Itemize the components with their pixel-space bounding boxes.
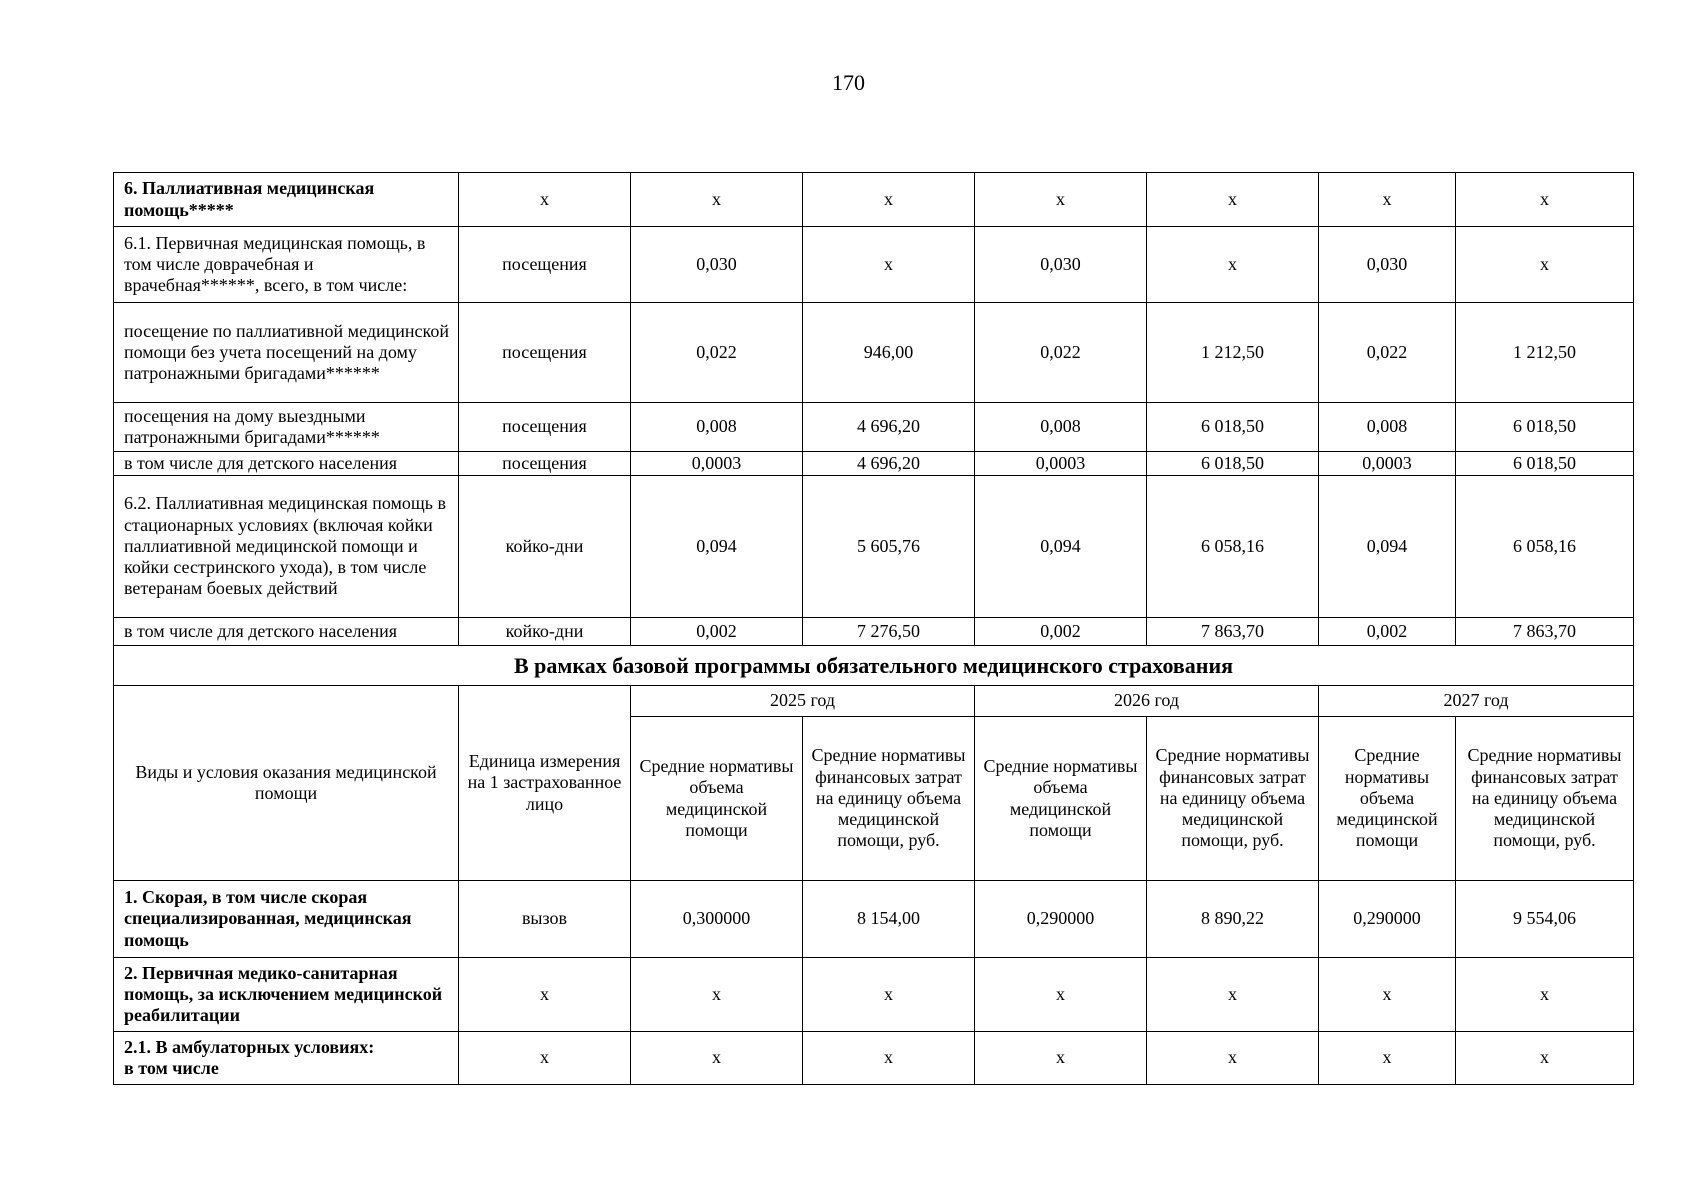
section-title-row bbox=[114, 646, 1634, 686]
cell-cost-2027: х bbox=[1456, 1032, 1634, 1085]
cell-volume-2025: 0,0003 bbox=[631, 452, 803, 476]
row-label: в том числе для детского населения bbox=[114, 618, 459, 646]
cell-unit: х bbox=[459, 173, 631, 227]
cell-cost-2025: 5 605,76 bbox=[803, 476, 975, 618]
cell-unit: посещения bbox=[459, 227, 631, 303]
table-row bbox=[114, 452, 1634, 476]
cell-cost-2027: 6 058,16 bbox=[1456, 476, 1634, 618]
header-volume-2025: Средние нормативы объема медицинской помощи bbox=[631, 717, 803, 881]
table-row bbox=[114, 618, 1634, 646]
cell-volume-2027: 0,030 bbox=[1319, 227, 1456, 303]
cell-unit: х bbox=[459, 1032, 631, 1085]
row-label: посещение по паллиативной медицинской помощи без учета посещений на дому патронажными бригадами****** bbox=[114, 303, 459, 403]
cell-cost-2027: 1 212,50 bbox=[1456, 303, 1634, 403]
cell-volume-2025: 0,002 bbox=[631, 618, 803, 646]
header-unit: Единица измерения на 1 застрахованное лицо bbox=[459, 686, 631, 881]
cell-cost-2025: х bbox=[803, 227, 975, 303]
cell-volume-2026: 0,0003 bbox=[975, 452, 1147, 476]
oms-section bbox=[114, 881, 1634, 1085]
cell-cost-2026: х bbox=[1147, 227, 1319, 303]
cell-cost-2027: 9 554,06 bbox=[1456, 881, 1634, 958]
cell-volume-2027: 0,008 bbox=[1319, 403, 1456, 452]
cell-volume-2027: х bbox=[1319, 1032, 1456, 1085]
cell-volume-2025: 0,008 bbox=[631, 403, 803, 452]
cell-cost-2027: 6 018,50 bbox=[1456, 452, 1634, 476]
cell-cost-2027: 6 018,50 bbox=[1456, 403, 1634, 452]
header-kinds: Виды и условия оказания медицинской помощи bbox=[114, 686, 459, 881]
oms-header-section bbox=[114, 646, 1634, 881]
row-label: 2.1. В амбулаторных условиях: в том числе bbox=[114, 1032, 459, 1085]
cell-cost-2025: 4 696,20 bbox=[803, 452, 975, 476]
table-row bbox=[114, 303, 1634, 403]
cell-cost-2025: х bbox=[803, 1032, 975, 1085]
cell-volume-2025: 0,030 bbox=[631, 227, 803, 303]
cell-volume-2025: 0,022 bbox=[631, 303, 803, 403]
row-label: 6. Паллиативная медицинская помощь***** bbox=[114, 173, 459, 227]
cell-volume-2025: х bbox=[631, 958, 803, 1032]
cell-cost-2027: 7 863,70 bbox=[1456, 618, 1634, 646]
cell-volume-2026: 0,002 bbox=[975, 618, 1147, 646]
cell-volume-2025: 0,300000 bbox=[631, 881, 803, 958]
cell-unit: койко-дни bbox=[459, 476, 631, 618]
row-label: 6.1. Первичная медицинская помощь, в том числе доврачебная и врачебная******, всего, в том числе: bbox=[114, 227, 459, 303]
header-volume-2027: Средние нормативы объема медицинской помощи bbox=[1319, 717, 1456, 881]
header-cost-2026: Средние нормативы финансовых затрат на единицу объема медицинской помощи, руб. bbox=[1147, 717, 1319, 881]
cell-cost-2025: 4 696,20 bbox=[803, 403, 975, 452]
cell-volume-2027: х bbox=[1319, 173, 1456, 227]
table-row bbox=[114, 1032, 1634, 1085]
cell-cost-2026: 1 212,50 bbox=[1147, 303, 1319, 403]
cell-volume-2026: 0,022 bbox=[975, 303, 1147, 403]
page-number: 170 bbox=[832, 70, 865, 95]
cell-cost-2026: 7 863,70 bbox=[1147, 618, 1319, 646]
cell-cost-2025: 8 154,00 bbox=[803, 881, 975, 958]
row-label: посещения на дому выездными патронажными бригадами****** bbox=[114, 403, 459, 452]
header-volume-2026: Средние нормативы объема медицинской помощи bbox=[975, 717, 1147, 881]
header-year-2026: 2026 год bbox=[975, 686, 1319, 717]
cell-unit: х bbox=[459, 958, 631, 1032]
cell-cost-2027: х bbox=[1456, 227, 1634, 303]
cell-volume-2027: 0,094 bbox=[1319, 476, 1456, 618]
cell-volume-2026: 0,008 bbox=[975, 403, 1147, 452]
cell-cost-2027: х bbox=[1456, 958, 1634, 1032]
cell-volume-2026: 0,030 bbox=[975, 227, 1147, 303]
cell-cost-2026: 8 890,22 bbox=[1147, 881, 1319, 958]
cell-unit: койко-дни bbox=[459, 618, 631, 646]
header-year-2025: 2025 год bbox=[631, 686, 975, 717]
norms-table bbox=[113, 172, 1634, 1085]
row-label: в том числе для детского населения bbox=[114, 452, 459, 476]
cell-volume-2025: х bbox=[631, 173, 803, 227]
header-year-2027: 2027 год bbox=[1319, 686, 1634, 717]
cell-volume-2026: 0,094 bbox=[975, 476, 1147, 618]
cell-volume-2026: х bbox=[975, 1032, 1147, 1085]
cell-volume-2027: 0,022 bbox=[1319, 303, 1456, 403]
cell-volume-2027: 0,290000 bbox=[1319, 881, 1456, 958]
cell-cost-2026: х bbox=[1147, 173, 1319, 227]
table-row bbox=[114, 403, 1634, 452]
cell-cost-2026: х bbox=[1147, 1032, 1319, 1085]
cell-cost-2025: 946,00 bbox=[803, 303, 975, 403]
cell-volume-2026: х bbox=[975, 173, 1147, 227]
cell-volume-2025: 0,094 bbox=[631, 476, 803, 618]
cell-cost-2026: 6 018,50 bbox=[1147, 403, 1319, 452]
cell-volume-2025: х bbox=[631, 1032, 803, 1085]
cell-unit: вызов bbox=[459, 881, 631, 958]
cell-cost-2027: х bbox=[1456, 173, 1634, 227]
cell-volume-2026: х bbox=[975, 958, 1147, 1032]
cell-unit: посещения bbox=[459, 303, 631, 403]
section-title: В рамках базовой программы обязательного медицинского страхования bbox=[114, 646, 1634, 686]
cell-cost-2025: 7 276,50 bbox=[803, 618, 975, 646]
cell-unit: посещения bbox=[459, 452, 631, 476]
header-cost-2025: Средние нормативы финансовых затрат на единицу объема медицинской помощи, руб. bbox=[803, 717, 975, 881]
row-label: 6.2. Паллиативная медицинская помощь в стационарных условиях (включая койки паллиативной медицинской помощи и койки сестринского ухода), в том числе ветеранам боевых действий bbox=[114, 476, 459, 618]
cell-unit: посещения bbox=[459, 403, 631, 452]
cell-volume-2026: 0,290000 bbox=[975, 881, 1147, 958]
cell-volume-2027: х bbox=[1319, 958, 1456, 1032]
cell-volume-2027: 0,0003 bbox=[1319, 452, 1456, 476]
row-label: 2. Первичная медико-санитарная помощь, за исключением медицинской реабилитации bbox=[114, 958, 459, 1032]
table-row bbox=[114, 173, 1634, 227]
table-row bbox=[114, 227, 1634, 303]
cell-cost-2026: 6 018,50 bbox=[1147, 452, 1319, 476]
table-row bbox=[114, 958, 1634, 1032]
header-cost-2027: Средние нормативы финансовых затрат на единицу объема медицинской помощи, руб. bbox=[1456, 717, 1634, 881]
row-label: 1. Скорая, в том числе скорая специализированная, медицинская помощь bbox=[114, 881, 459, 958]
table-row bbox=[114, 476, 1634, 618]
cell-cost-2025: х bbox=[803, 958, 975, 1032]
cell-cost-2026: 6 058,16 bbox=[1147, 476, 1319, 618]
cell-cost-2026: х bbox=[1147, 958, 1319, 1032]
table-row bbox=[114, 881, 1634, 958]
cell-volume-2027: 0,002 bbox=[1319, 618, 1456, 646]
cell-cost-2025: х bbox=[803, 173, 975, 227]
palliative-section bbox=[114, 173, 1634, 646]
year-header-row bbox=[114, 686, 1634, 717]
